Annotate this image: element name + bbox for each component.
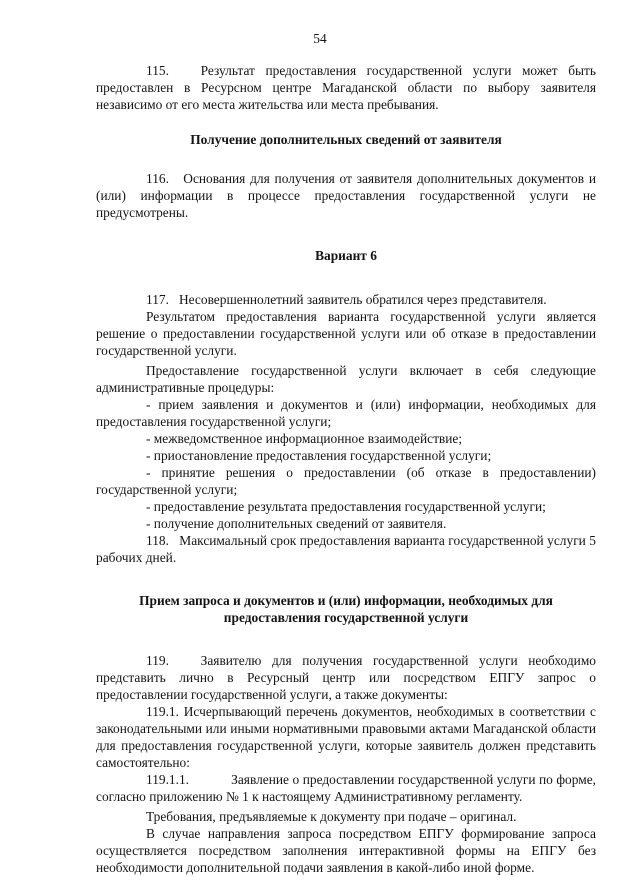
procedure-item: - прием заявления и документов и (или) информации, необходимых для предоставления государственной услуги;	[96, 397, 596, 429]
paragraph-115: 115. Результат предоставления государственной услуги может быть предоставлен в Ресурсном центре Магаданской области по выбору заявителя независимо от его места жительства или места пребывания.	[96, 63, 596, 112]
procedure-item: - предоставление результата предоставления государственной услуги;	[146, 499, 546, 514]
paragraph-119-1: 119.1. Исчерпывающий перечень документов, необходимых в соответствии с законодательными или иными нормативными правовыми актами Магаданской области для предоставления государственной услуги, которые заявитель должен представить самостоятельно:	[96, 704, 596, 770]
paragraph-119: 119. Заявителю для получения государственной услуги необходимо представить лично в Ресурсный центр или посредством ЕПГУ запрос о предоставлении государственной услуги, а также документы:	[96, 653, 596, 702]
paragraph-epgu: В случае направления запроса посредством ЕПГУ формирование запроса осуществляется посредством заполнения интерактивной формы на ЕПГУ без необходимости дополнительной подачи заявления в какой-либо иной форме.	[96, 826, 596, 875]
paragraph-116: 116. Основания для получения от заявителя дополнительных документов и (или) информации в процессе предоставления государственной услуги не предусмотрены.	[96, 171, 596, 220]
procedure-item: - принятие решения о предоставлении (об отказе в предоставлении) государственной услуги;	[96, 465, 596, 497]
heading-variant: Вариант 6	[315, 248, 377, 263]
paragraph-117: 117. Несовершеннолетний заявитель обратился через представителя.	[146, 292, 547, 307]
heading-additional-info: Получение дополнительных сведений от заявителя	[190, 132, 502, 147]
paragraph-118: 118. Максимальный срок предоставления варианта государственной услуги 5 рабочих дней.	[96, 533, 596, 565]
document-body	[96, 62, 596, 876]
paragraph-117-includes: Предоставление государственной услуги включает в себя следующие административные процедуры:	[96, 363, 596, 395]
paragraph-119-1-1: 119.1.1. Заявление о предоставлении государственной услуги по форме, согласно приложению № 1 к настоящему Административному регламенту.	[96, 772, 596, 804]
procedure-item: - межведомственное информационное взаимодействие;	[146, 431, 463, 446]
paragraph-117-result: Результатом предоставления варианта государственной услуги является решение о предоставлении государственной услуги или об отказе в предоставлении государственной услуги.	[96, 309, 596, 358]
page-number: 54	[313, 31, 327, 46]
paragraph-requirements: Требования, предъявляемые к документу при подаче – оригинал.	[146, 809, 517, 824]
heading-reception: Прием запроса и документов и (или) информации, необходимых для предоставления государственной услуги	[139, 593, 553, 625]
procedure-item: - получение дополнительных сведений от заявителя.	[146, 516, 447, 531]
procedure-item: - приостановление предоставления государственной услуги;	[146, 448, 492, 463]
